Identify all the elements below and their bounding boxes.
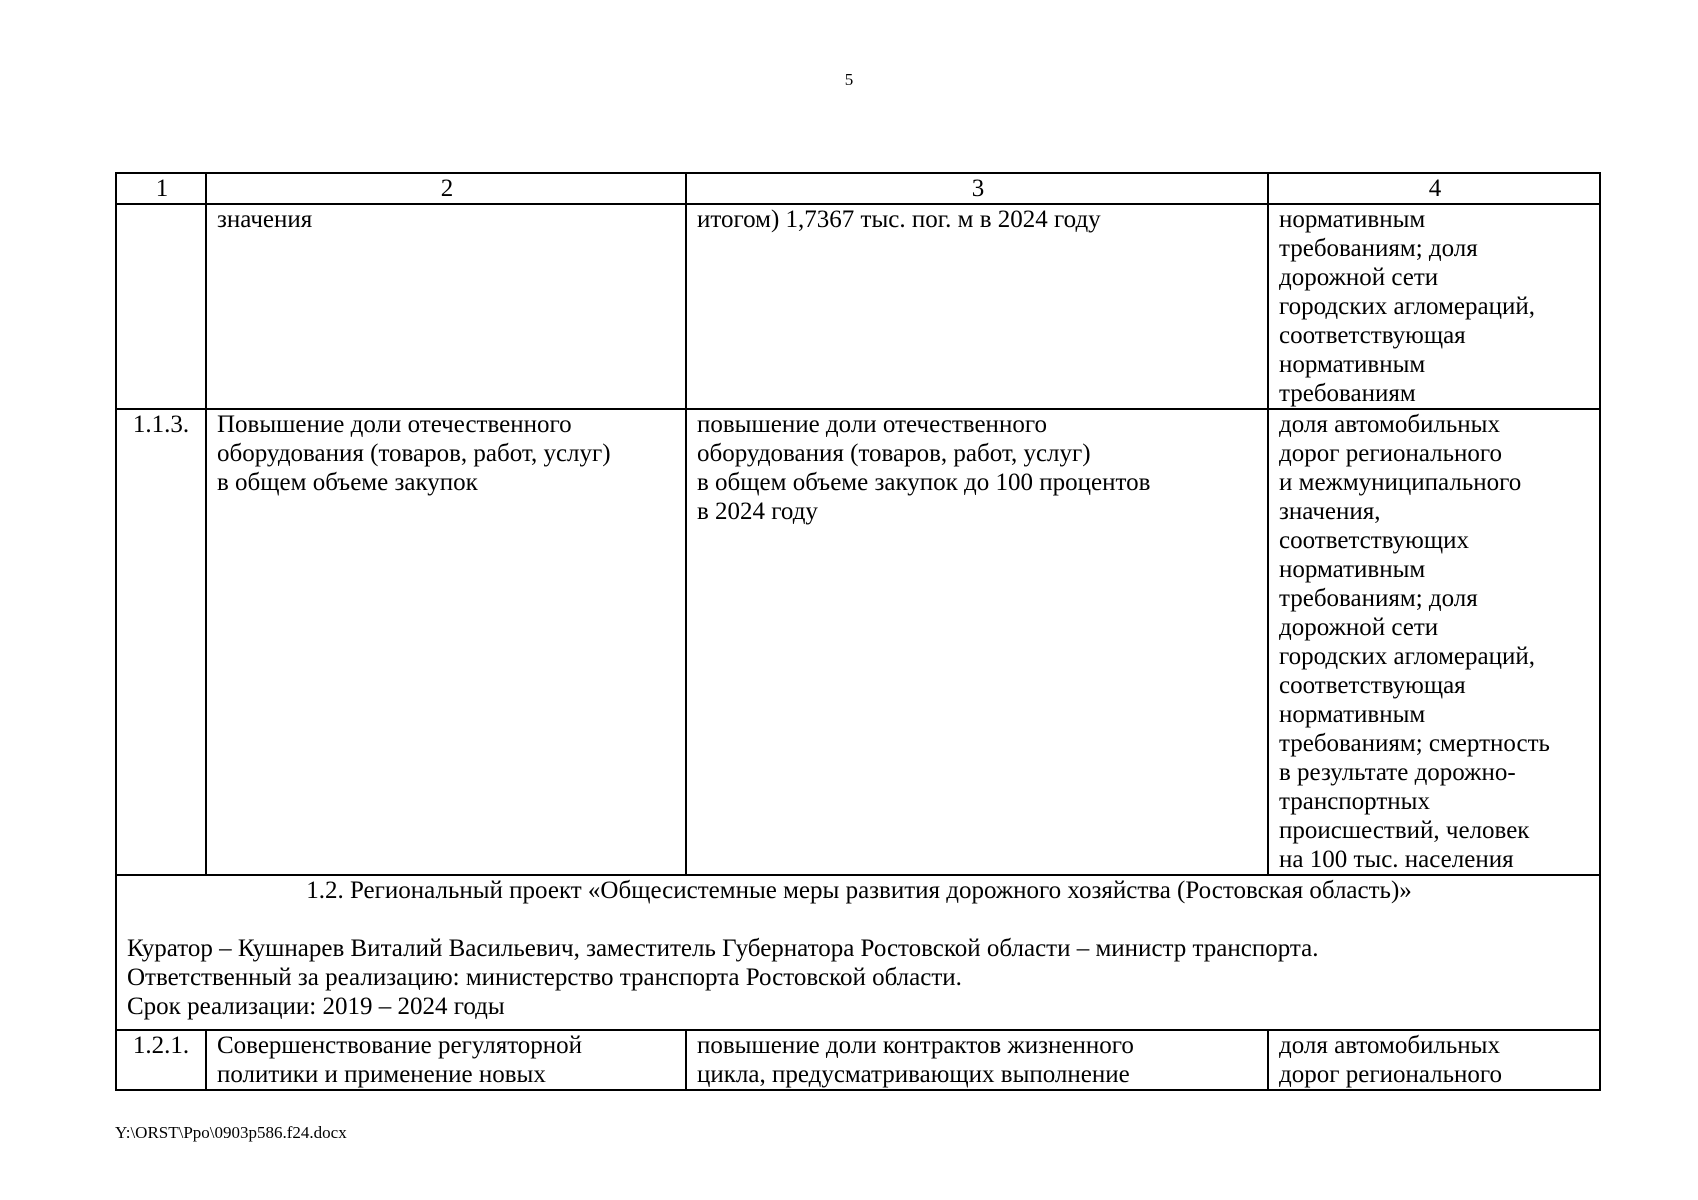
text-line: нормативным [1279, 351, 1426, 378]
section-term: Срок реализации: 2019 – 2024 годы [127, 993, 505, 1020]
section-title: 1.2. Региональный проект «Общесистемные меры развития дорожного хозяйства (Ростовская область)» [306, 877, 1412, 904]
text-line: политики и применение новых [217, 1061, 546, 1088]
file-path-footer: Y:\ORST\Ppo\0903p586.f24.docx [115, 1123, 347, 1142]
text-line: дорожной сети [1279, 264, 1439, 291]
text-line: происшествий, человек [1279, 817, 1530, 844]
text-line: городских агломераций, [1279, 293, 1535, 320]
row-number: 1.1.3. [116, 409, 206, 875]
header-cell-4: 4 [1268, 173, 1600, 204]
text-line: и межмуниципального [1279, 469, 1522, 496]
header-cell-3: 3 [686, 173, 1268, 204]
text-line: итогом) 1,7367 тыс. пог. м в 2024 году [697, 206, 1101, 233]
row-number [116, 204, 206, 409]
cell-result [686, 1030, 1268, 1090]
text-line: доля автомобильных [1279, 411, 1500, 438]
text-line: повышение доли отечественного [697, 411, 1047, 438]
table-row [116, 204, 1600, 409]
text-line: повышение доли контрактов жизненного [697, 1032, 1134, 1059]
text-line: значения [217, 206, 313, 233]
text-line: нормативным [1279, 701, 1426, 728]
table-header-row [116, 173, 1600, 204]
text-line: требованиям; смертность [1279, 730, 1550, 757]
text-line: в общем объеме закупок до 100 процентов [697, 469, 1151, 496]
text-line: дорог регионального [1279, 440, 1503, 467]
text-line: дорог регионального [1279, 1061, 1503, 1088]
cell-result [686, 409, 1268, 875]
section-curator: Куратор – Кушнарев Виталий Васильевич, заместитель Губернатора Ростовской области – министр транспорта. [127, 935, 1319, 962]
text-line: доля автомобильных [1279, 1032, 1500, 1059]
text-line: Совершенствование регуляторной [217, 1032, 583, 1059]
text-line: значения, [1279, 498, 1381, 525]
text-line: дорожной сети [1279, 614, 1439, 641]
text-line: в результате дорожно- [1279, 759, 1516, 786]
section-cell [116, 875, 1600, 1030]
text-line: оборудования (товаров, работ, услуг) [697, 440, 1091, 467]
page-number: 5 [844, 70, 854, 89]
cell-event [206, 204, 686, 409]
text-line: транспортных [1279, 788, 1430, 815]
table-row [116, 409, 1600, 875]
text-line: соответствующая [1279, 672, 1466, 699]
cell-indicator [1268, 1030, 1600, 1090]
text-line: требованиям; доля [1279, 235, 1478, 262]
text-line: требованиям; доля [1279, 585, 1478, 612]
text-line: нормативным [1279, 556, 1426, 583]
text-line: городских агломераций, [1279, 643, 1535, 670]
text-line: на 100 тыс. населения [1279, 846, 1514, 873]
header-cell-2: 2 [206, 173, 686, 204]
text-line: в общем объеме закупок [217, 469, 478, 496]
program-table [115, 172, 1601, 1091]
cell-result [686, 204, 1268, 409]
section-responsible: Ответственный за реализацию: министерство транспорта Ростовской области. [127, 964, 962, 991]
text-line: в 2024 году [697, 498, 818, 525]
cell-indicator [1268, 204, 1600, 409]
cell-event [206, 1030, 686, 1090]
header-cell-1: 1 [116, 173, 206, 204]
text-line: оборудования (товаров, работ, услуг) [217, 440, 611, 467]
text-line: нормативным [1279, 206, 1426, 233]
text-line: соответствующая [1279, 322, 1466, 349]
text-line: соответствующих [1279, 527, 1469, 554]
section-row [116, 875, 1600, 1030]
text-line: Повышение доли отечественного [217, 411, 572, 438]
text-line: цикла, предусматривающих выполнение [697, 1061, 1130, 1088]
cell-event [206, 409, 686, 875]
text-line: требованиям [1279, 380, 1416, 407]
table-row [116, 1030, 1600, 1090]
row-number: 1.2.1. [116, 1030, 206, 1090]
cell-indicator [1268, 409, 1600, 875]
